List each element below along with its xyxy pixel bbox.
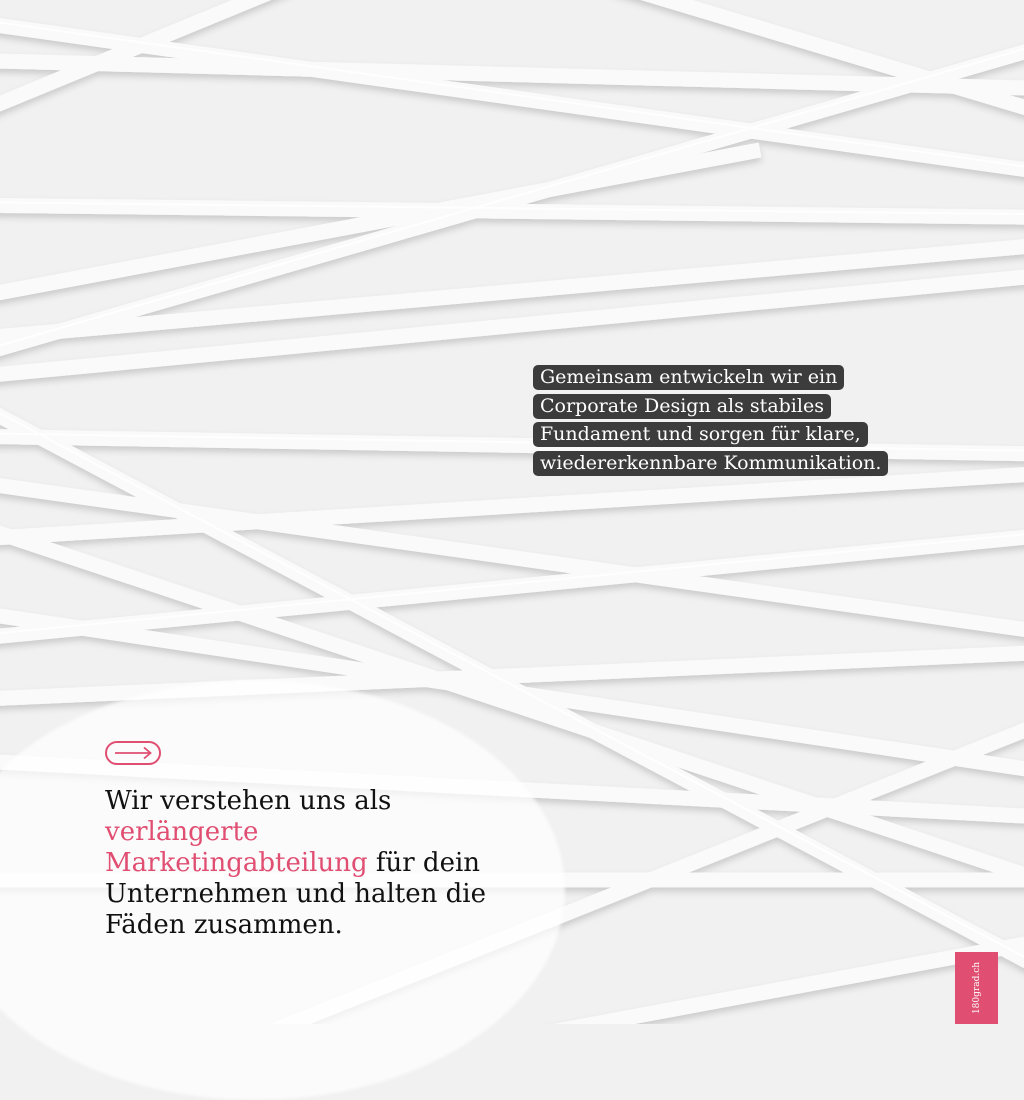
callout-line: [533, 420, 868, 449]
brand-label: 180grad.ch: [971, 961, 982, 1015]
callout-line-text: Gemeinsam entwickeln wir ein: [533, 365, 844, 390]
headline-text: für dein: [367, 848, 481, 878]
arrow-right-icon: [113, 746, 153, 760]
headline-accent: Marketingabteilung: [105, 848, 368, 878]
arrow-button[interactable]: [105, 741, 161, 765]
headline-accent: verlängerte: [105, 817, 259, 847]
callout-line-text: wiedererkennbare Kommunikation.: [533, 451, 888, 476]
headline: [105, 786, 555, 941]
headline-text: Fäden zusammen.: [105, 910, 343, 940]
callout-text-box: [533, 363, 888, 477]
headline-text: Unternehmen und halten die: [105, 879, 486, 909]
callout-line: [533, 392, 831, 421]
callout-line: [533, 449, 888, 478]
callout-line-text: Corporate Design als stabiles: [533, 394, 831, 419]
brand-tab[interactable]: [955, 952, 998, 1024]
headline-text: Wir verstehen uns als: [105, 786, 392, 816]
callout-line-text: Fundament und sorgen für klare,: [533, 422, 868, 447]
callout-line: [533, 363, 844, 392]
